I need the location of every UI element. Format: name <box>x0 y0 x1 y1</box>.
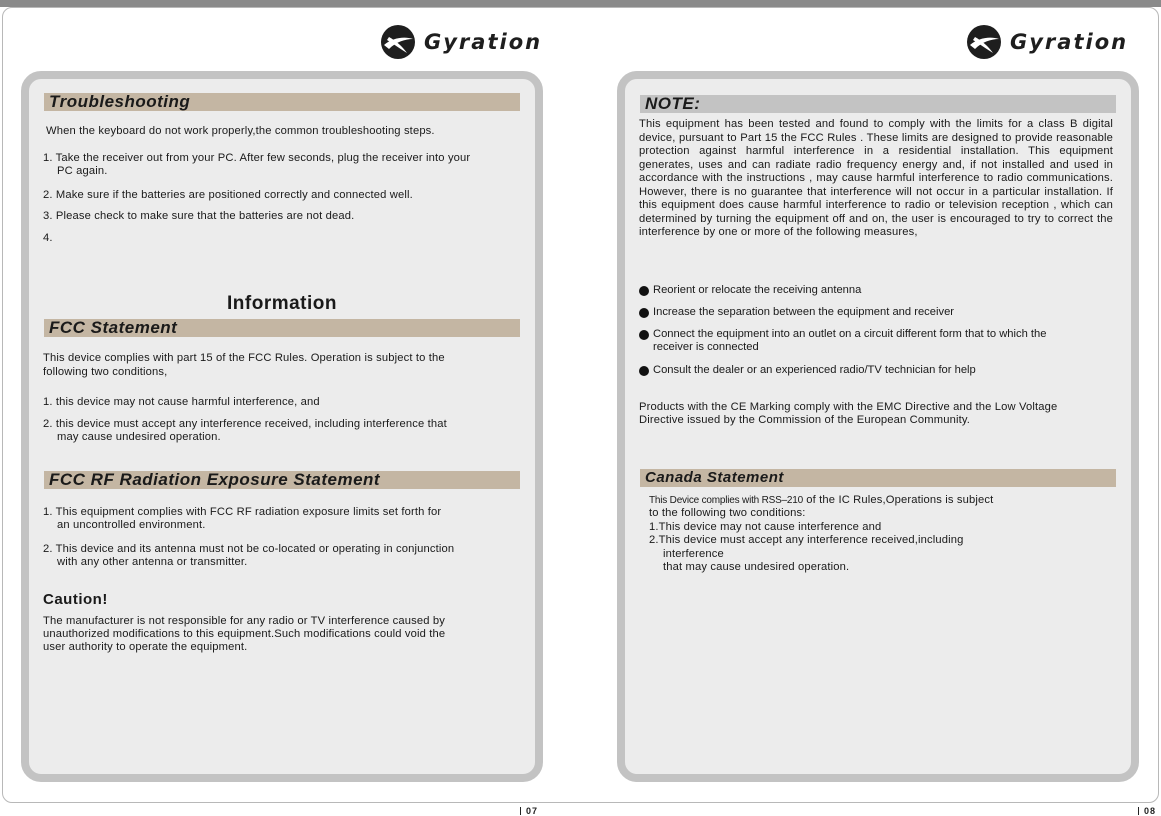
rf-exposure-heading: FCC RF Radiation Exposure Statement <box>49 470 381 489</box>
fcc-condition-2: 2. this device must accept any interference received, including interference that <box>43 418 447 430</box>
caution-line-2: unauthorized modifications to this equipment.Such modifications could void the <box>43 628 446 640</box>
canada-line-4: 2.This device must accept any interference received,including <box>649 534 964 546</box>
measure-text-cont: receiver is connected <box>653 341 759 353</box>
fcc-statement-heading: FCC Statement <box>49 318 178 337</box>
canada-heading-bar <box>640 469 1116 487</box>
gyration-swoosh-icon <box>380 24 416 60</box>
measure-text: Connect the equipment into an outlet on a circuit different form that to which the <box>653 328 1047 340</box>
rf-item-1-cont: an uncontrolled environment. <box>57 519 206 531</box>
caution-heading: Caution! <box>43 591 108 608</box>
brand-name: Gyration <box>424 30 543 54</box>
canada-line-5: interference <box>663 548 724 560</box>
left-content-panel <box>21 71 543 782</box>
troubleshooting-heading-bar <box>44 93 520 111</box>
ce-line-2: Directive issued by the Commission of the European Community. <box>639 414 971 426</box>
information-title: Information <box>227 293 337 314</box>
canada-line-6: that may cause undesired operation. <box>663 561 850 573</box>
bullet-icon <box>639 286 649 296</box>
rf-item-2: 2. This device and its antenna must not be co-located or operating in conjunction <box>43 543 455 555</box>
troubleshooting-step-1-cont: PC again. <box>57 165 108 177</box>
caution-line-3: user authority to operate the equipment. <box>43 641 248 653</box>
note-heading-bar <box>640 95 1116 113</box>
fcc-condition-1: 1. this device may not cause harmful interference, and <box>43 396 320 408</box>
troubleshooting-step-3: 3. Please check to make sure that the batteries are not dead. <box>43 210 355 222</box>
troubleshooting-step-1: 1. Take the receiver out from your PC. After few seconds, plug the receiver into your <box>43 152 471 164</box>
fcc-statement-para-1: This device complies with part 15 of the FCC Rules. Operation is subject to the <box>43 352 445 364</box>
rf-item-1: 1. This equipment complies with FCC RF radiation exposure limits set forth for <box>43 506 442 518</box>
canada-line-1b: of the IC Rules,Operations is subject <box>803 494 994 506</box>
caution-line-1: The manufacturer is not responsible for any radio or TV interference caused by <box>43 615 446 627</box>
page-number-text: 07 <box>526 806 539 816</box>
gyration-logo-right <box>966 22 1128 62</box>
troubleshooting-intro: When the keyboard do not work properly,the common troubleshooting steps. <box>46 125 435 137</box>
brand-name: Gyration <box>1010 30 1129 54</box>
bullet-icon <box>639 366 649 376</box>
right-content-panel <box>617 71 1139 782</box>
fcc-statement-heading-bar <box>44 319 520 337</box>
canada-line-1a: This Device complies with RSS–210 <box>649 495 804 506</box>
bullet-icon <box>639 308 649 318</box>
canada-heading: Canada Statement <box>645 469 784 486</box>
rf-item-2-cont: with any other antenna or transmitter. <box>57 556 248 568</box>
fcc-condition-2-cont: may cause undesired operation. <box>57 431 221 443</box>
ce-line-1: Products with the CE Marking comply with the EMC Directive and the Low Voltage <box>639 401 1058 413</box>
measure-text: Increase the separation between the equipment and receiver <box>653 306 955 318</box>
top-rule <box>0 0 1161 7</box>
gyration-swoosh-icon <box>966 24 1002 60</box>
bullet-icon <box>639 330 649 340</box>
gyration-logo-left <box>380 22 542 62</box>
troubleshooting-step-4: 4. <box>43 232 53 244</box>
troubleshooting-heading: Troubleshooting <box>49 92 191 111</box>
fcc-statement-para-2: following two conditions, <box>43 366 168 378</box>
canada-line-1 <box>649 494 993 508</box>
canada-line-3: 1.This device may not cause interference and <box>649 521 882 533</box>
canada-line-2: to the following two conditions: <box>649 507 806 519</box>
measure-text: Consult the dealer or an experienced radio/TV technician for help <box>653 364 976 376</box>
note-heading: NOTE: <box>645 94 701 113</box>
measure-text: Reorient or relocate the receiving antenna <box>653 284 862 296</box>
troubleshooting-step-2: 2. Make sure if the batteries are positioned correctly and connected well. <box>43 189 413 201</box>
rf-exposure-heading-bar <box>44 471 520 489</box>
page-number-text: 08 <box>1144 806 1157 816</box>
note-body: This equipment has been tested and found to comply with the limits for a class B digital device, pursuant to Part 15 the FCC Rules . These limits are designed to provide reasonable protection against harmful interference in a residential installation. This equipment generates, uses and can radiate radio frequency energy and, if not installed and used in accordance with the instructions , may cause harmful interference to radio communications. However, there is no guarantee that interference will not occur in a particular installation. If this equipment does cause harmful interference to radio or television reception , which can determined by turning the equipment off and on, the user is encouraged to try to correct the interference by one or more of the following measures, <box>639 118 1113 238</box>
